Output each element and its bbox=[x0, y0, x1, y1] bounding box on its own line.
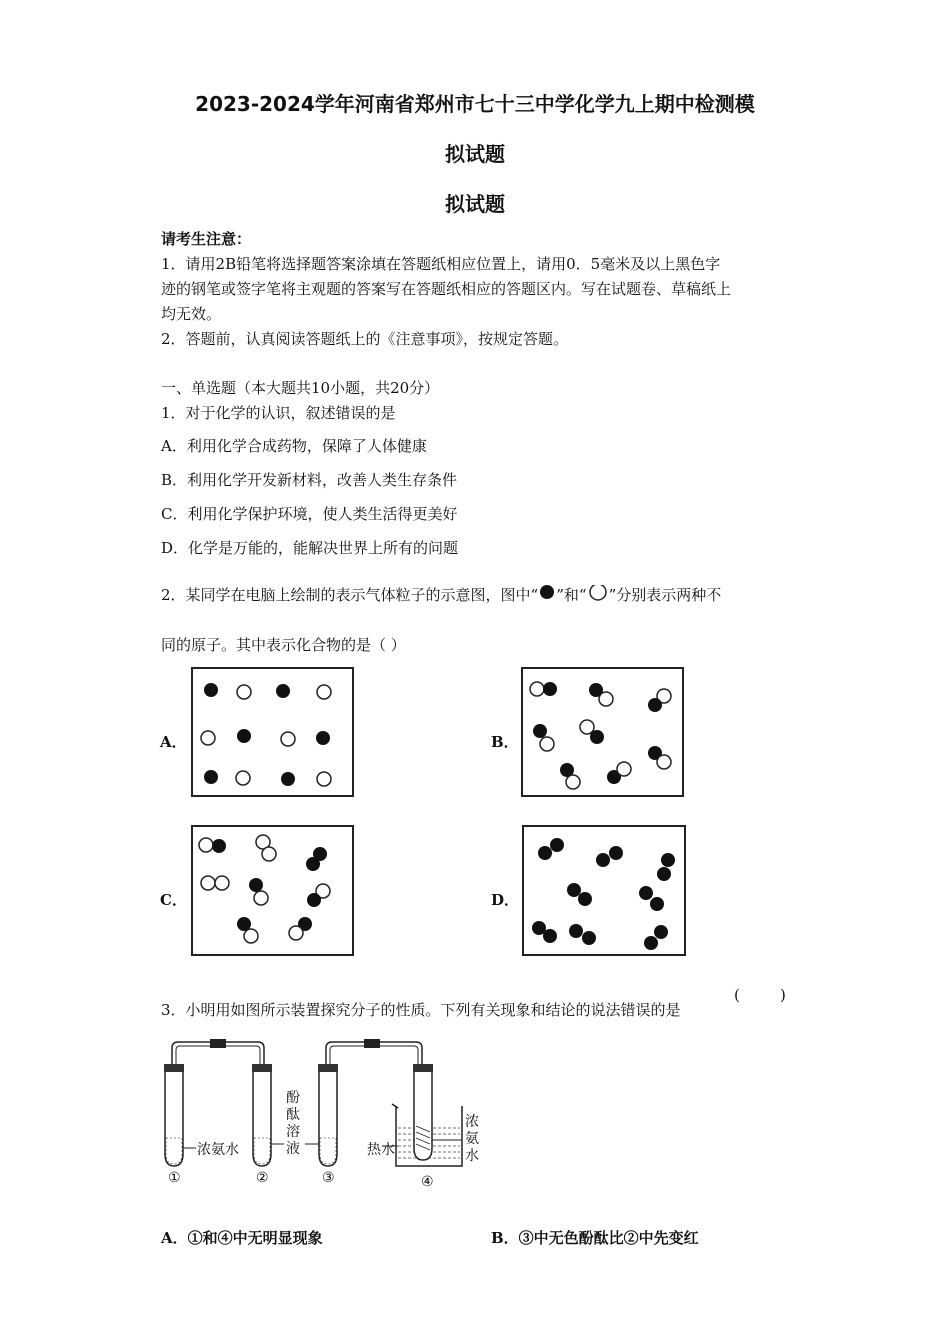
q2-stem-part-c: ”分别表示两种不 bbox=[608, 586, 722, 604]
q3-apparatus-diagram bbox=[150, 1036, 490, 1196]
tube-1 bbox=[164, 1064, 196, 1166]
tube-3 bbox=[305, 1064, 338, 1166]
q2-diagram-b bbox=[521, 667, 684, 797]
black-atom-icon bbox=[538, 585, 556, 607]
q2-label-b: B． bbox=[491, 733, 519, 751]
q2-diagram-a bbox=[191, 667, 354, 797]
tube-2 bbox=[252, 1064, 284, 1166]
label-phenolphthalein: 酚酞溶液 bbox=[286, 1090, 300, 1157]
paper-title-line2: 拟试题 bbox=[445, 142, 505, 166]
notice-item1-line1: 1．请用2B铅笔将选择题答案涂填在答题纸相应位置上，请用0．5毫米及以上黑色字 bbox=[161, 255, 721, 273]
q2-label-d: D． bbox=[491, 891, 520, 909]
q2-stem-line1 bbox=[161, 584, 721, 607]
q3-stem: 3．小明用如图所示装置探究分子的性质。下列有关现象和结论的说法错误的是 bbox=[161, 1001, 681, 1019]
notice-item1-line2: 迹的钢笔或签字笔将主观题的答案写在答题纸相应的答题区内。写在试题卷、草稿纸上 bbox=[161, 280, 732, 298]
label-conc-ammonia-1: 浓氨水 bbox=[197, 1142, 239, 1158]
tube-number-4: ④ bbox=[421, 1174, 434, 1190]
tube-number-2: ② bbox=[256, 1170, 269, 1186]
label-hot-water: 热水 bbox=[367, 1142, 395, 1158]
q1-option-c: C．利用化学保护环境，使人类生活得更美好 bbox=[161, 505, 458, 523]
q1-stem: 1．对于化学的认识，叙述错误的是 bbox=[161, 404, 396, 422]
section-heading: 一、单选题（本大题共10小题，共20分） bbox=[161, 379, 440, 397]
tube-number-1: ① bbox=[168, 1170, 181, 1186]
q2-label-a: A． bbox=[160, 733, 187, 751]
q2-stem-part-b: ”和“ bbox=[556, 586, 587, 604]
notice-heading: 请考生注意： bbox=[161, 230, 252, 248]
q2-stem-part-a: 2．某同学在电脑上绘制的表示气体粒子的示意图，图中“ bbox=[161, 586, 539, 604]
q3-option-a: A．①和④中无明显现象 bbox=[161, 1229, 323, 1247]
paper-title-line1: 2023-2024学年河南省郑州市七十三中学化学九上期中检测模 bbox=[195, 92, 755, 116]
notice-item1-line3: 均无效。 bbox=[161, 305, 222, 323]
q2-stem-line2: 同的原子。其中表示化合物的是（ ） bbox=[161, 636, 406, 654]
label-conc-ammonia-2: 浓氨水 bbox=[465, 1114, 479, 1164]
q2-label-c: C． bbox=[160, 891, 187, 909]
q3-option-b: B．③中无色酚酞比②中先变红 bbox=[491, 1229, 699, 1247]
paper-title-line3: 拟试题 bbox=[445, 192, 505, 216]
tube-number-3: ③ bbox=[322, 1170, 335, 1186]
q2-diagram-c bbox=[191, 825, 354, 956]
white-atom-icon bbox=[587, 585, 609, 607]
q1-option-d: D．化学是万能的，能解决世界上所有的问题 bbox=[161, 539, 459, 557]
q2-diagram-d bbox=[522, 825, 686, 956]
q1-option-b: B．利用化学开发新材料，改善人类生存条件 bbox=[161, 471, 458, 489]
notice-item2: 2．答题前，认真阅读答题纸上的《注意事项》，按规定答题。 bbox=[161, 330, 569, 348]
q1-option-a: A．利用化学合成药物，保障了人体健康 bbox=[161, 437, 427, 455]
q3-paren-open: ( bbox=[734, 986, 740, 1004]
q3-paren-close: ) bbox=[780, 986, 786, 1004]
